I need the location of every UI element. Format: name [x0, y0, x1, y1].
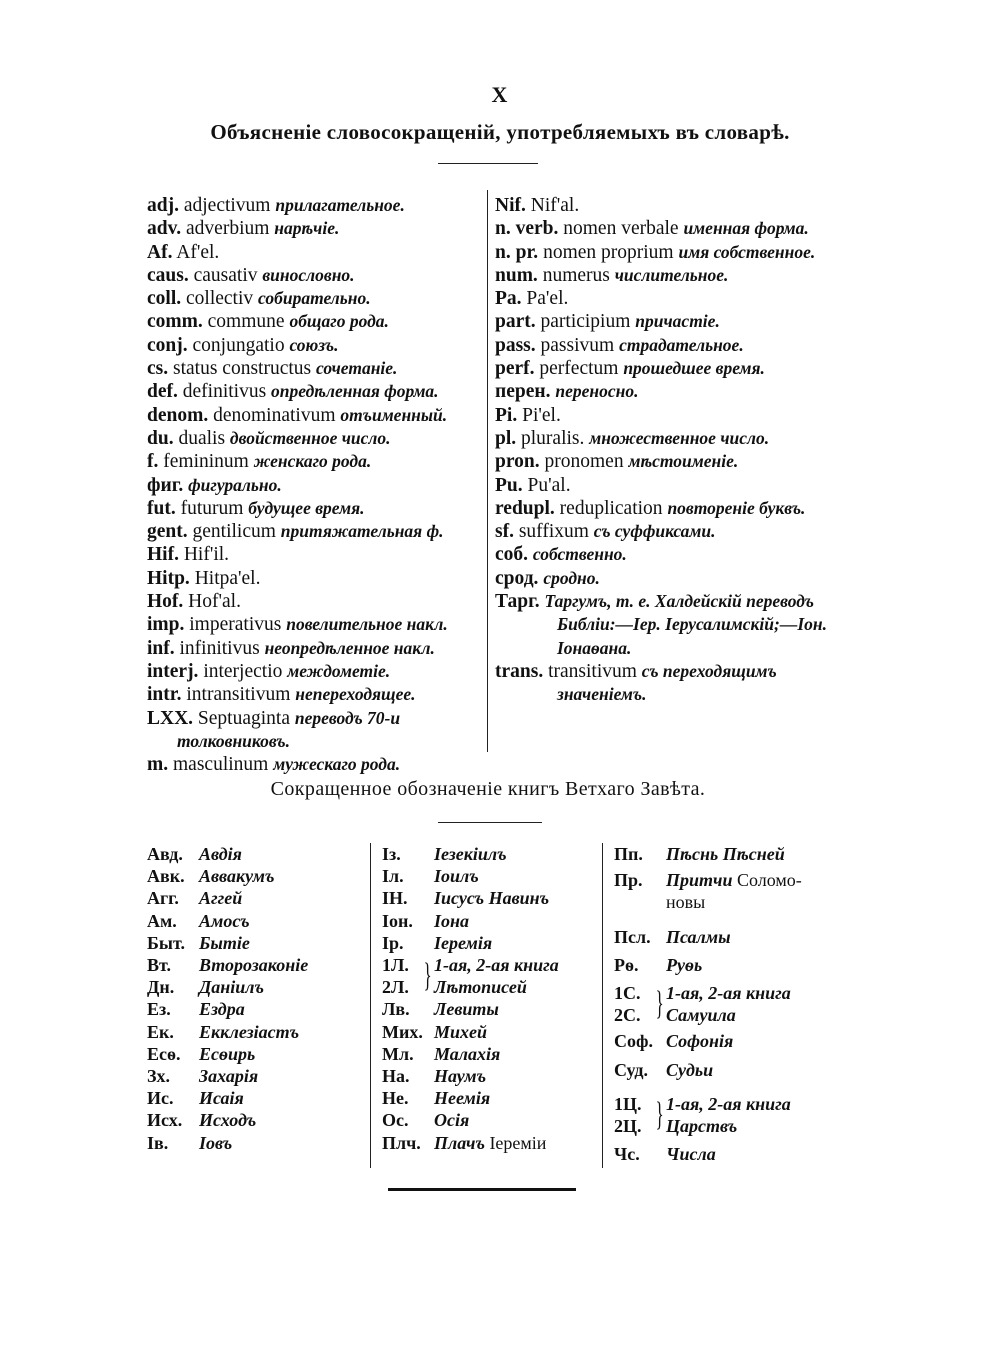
latin-term: nomen verbale [563, 218, 679, 240]
book-name: Михей [434, 1021, 488, 1042]
abbreviation: num. [495, 264, 538, 286]
book-abbr: Авк. [147, 866, 185, 887]
book-abbr: Не. [382, 1088, 409, 1109]
book-entry [614, 1143, 829, 1165]
abbreviation: denom. [147, 404, 209, 426]
book-abbr: Ів. [147, 1132, 169, 1153]
latin-term: imperativus [189, 614, 282, 636]
book-abbr: Рѳ. [614, 954, 639, 975]
latin-term: Af'el. [176, 241, 220, 263]
book-entry [147, 1132, 362, 1154]
latin-term: status constructus [173, 358, 312, 380]
abbreviations-left-column [147, 194, 483, 776]
book-abbr: Ір. [382, 932, 404, 953]
book-entry [147, 932, 362, 954]
abbreviation: Pi. [495, 404, 518, 426]
book-abbr: 1Л. [382, 955, 409, 976]
latin-term: participium [540, 311, 631, 333]
book-name: Даніилъ [199, 977, 265, 998]
abbreviation-entry [495, 497, 833, 520]
abbreviation-entry [147, 264, 483, 287]
book-entry [382, 887, 597, 909]
abbreviation-entry [147, 520, 483, 543]
abbreviation: adj. [147, 195, 179, 216]
abbreviation: Тарг. [495, 591, 540, 613]
abbreviation: redupl. [495, 497, 555, 519]
latin-term: interjectio [203, 660, 283, 682]
brace-symbol: } [655, 1096, 664, 1134]
latin-term: dualis [178, 427, 226, 449]
book-abbr: Іл. [382, 866, 404, 887]
abbreviation: comm. [147, 311, 203, 333]
book-entry [147, 910, 362, 932]
book-entry [147, 887, 362, 909]
abbreviation: перен. [495, 381, 551, 403]
abbreviation-entry [147, 450, 483, 473]
latin-term: pluralis. [521, 427, 585, 449]
abbreviation: n. verb. [495, 218, 559, 240]
book-name: Есѳирь [199, 1043, 256, 1064]
latin-term: adverbium [186, 218, 270, 240]
abbreviation-entry [495, 217, 833, 240]
book-entry [382, 1043, 597, 1065]
book-entry [147, 954, 362, 976]
abbreviation-entry [147, 660, 483, 683]
book-name: Аггей [199, 888, 243, 909]
book-name: Притчи [666, 870, 733, 891]
abbreviation-entry [495, 567, 833, 590]
russian-meaning: повелительное накл. [286, 614, 448, 635]
book-name: 1-ая, 2-ая книга [434, 955, 559, 976]
abbreviations-right-column [495, 194, 833, 707]
book-name: Наумъ [434, 1066, 487, 1087]
book-name-plain: Іереміи [489, 1132, 547, 1153]
book-entry [382, 1021, 597, 1043]
abbreviation: Hif. [147, 544, 179, 566]
abbreviation-entry [147, 567, 483, 590]
book-entry [382, 910, 597, 932]
page-number: X [491, 82, 509, 107]
abbreviation: part. [495, 311, 536, 333]
russian-meaning: имя собственное. [678, 241, 816, 262]
book-entry [382, 1087, 597, 1109]
book-name: Софонія [666, 1031, 734, 1052]
latin-term: Hof'al. [188, 591, 241, 613]
book-name: Іона [434, 910, 469, 931]
latin-term: numerus [542, 264, 610, 286]
abbreviation-entry [147, 474, 483, 497]
latin-term: nomen proprium [543, 241, 674, 263]
abbreviation: conj. [147, 334, 188, 356]
book-name: Исходъ [199, 1110, 257, 1131]
abbreviation-entry [147, 590, 483, 613]
book-entry [614, 954, 829, 976]
abbreviation: Hitp. [147, 567, 190, 589]
latin-term: Pu'al. [527, 474, 571, 496]
latin-term: masculinum [173, 754, 269, 776]
book-entry [147, 1087, 362, 1109]
russian-meaning: непереходящее. [295, 684, 416, 705]
book-name: Іоилъ [434, 866, 479, 887]
abbreviation-entry [147, 707, 483, 754]
book-abbr: 1С. [614, 983, 641, 1004]
abbreviation: n. pr. [495, 241, 539, 263]
book-entry [382, 865, 597, 887]
book-entry [382, 1132, 597, 1154]
latin-term: definitivus [182, 381, 267, 403]
abbreviation-entry [495, 264, 833, 287]
books-pair-kings [614, 1093, 829, 1137]
book-entry [147, 998, 362, 1020]
abbreviation: gent. [147, 521, 188, 543]
abbreviation: pass. [495, 334, 536, 356]
book-name: Екклезіастъ [199, 1021, 300, 1042]
russian-meaning: мужескаго рода. [273, 754, 401, 775]
book-abbr: Мих. [382, 1021, 423, 1042]
book-abbr: 2Ц. [614, 1116, 642, 1137]
brace-symbol: } [423, 957, 432, 995]
abbreviation-entry [147, 380, 483, 403]
book-entry [147, 1043, 362, 1065]
book-abbr: Ез. [147, 999, 171, 1020]
book-abbr: Зх. [147, 1066, 171, 1087]
book-name: Іезекіилъ [434, 844, 507, 864]
book-abbr: Вт. [147, 955, 171, 976]
book-name: Іисусъ Навинъ [434, 888, 550, 909]
book-abbr: 1Ц. [614, 1093, 642, 1114]
russian-meaning: будущее время. [248, 497, 365, 518]
abbreviation-entry [495, 450, 833, 473]
latin-term: transitivum [548, 660, 637, 682]
abbreviation: Pu. [495, 474, 523, 496]
russian-meaning: общаго рода. [289, 311, 389, 332]
latin-term: reduplication [559, 497, 663, 519]
latin-term: intransitivum [186, 684, 291, 706]
book-name: 1-ая, 2-ая книга [666, 1093, 791, 1114]
russian-meaning: Таргумъ, т. е. Халдейскій переводъ Библіи:—Іер. Іерусалимскій;—Іон. Іонаѳана. [544, 591, 827, 658]
russian-meaning: прилагательное. [275, 195, 405, 215]
latin-term: causativ [193, 264, 258, 286]
latin-term: Hitpa'el. [194, 567, 261, 589]
book-abbr: Ос. [382, 1110, 409, 1131]
book-abbr: 2Л. [382, 977, 409, 998]
book-entry [614, 1030, 829, 1052]
book-name: Іовъ [199, 1132, 233, 1153]
book-abbr: Пр. [614, 870, 643, 891]
book-abbr: Агг. [147, 888, 179, 909]
abbreviation: pron. [495, 451, 540, 473]
page-title: Объясненіе словосокращеній, употребляемыхъ въ словарѣ. [210, 120, 790, 144]
abbreviation-entry [147, 357, 483, 380]
book-name: Самуила [666, 1005, 736, 1026]
abbreviation-entry [147, 241, 483, 264]
abbreviation-entry [147, 543, 483, 566]
latin-term: denominativum [213, 404, 336, 426]
abbreviation: adv. [147, 218, 182, 240]
russian-meaning: междометіе. [287, 660, 391, 681]
book-entry [147, 1065, 362, 1087]
abbreviation: cs. [147, 358, 169, 380]
books-column-1 [147, 843, 362, 1154]
abbreviation: caus. [147, 264, 189, 286]
abbreviation-entry [147, 613, 483, 636]
abbreviation-entry [147, 334, 483, 357]
russian-meaning: опредѣленная форма. [271, 381, 439, 402]
book-abbr: Чс. [614, 1144, 640, 1165]
abbreviation: Af. [147, 241, 173, 263]
book-abbr: Ис. [147, 1088, 174, 1109]
russian-meaning: союзъ. [289, 334, 339, 355]
abbreviation: срод. [495, 567, 539, 589]
abbreviation: LXX. [147, 707, 194, 729]
books-pair-samuel [614, 982, 829, 1026]
book-abbr: ІН. [382, 888, 408, 909]
abbreviation: fut. [147, 497, 176, 519]
abbreviation-entry [495, 404, 833, 427]
book-abbr: Псл. [614, 926, 651, 947]
russian-meaning: причастіе. [635, 311, 720, 332]
latin-term: perfectum [539, 358, 619, 380]
book-name: Малахія [434, 1043, 501, 1064]
abbreviation: Hof. [147, 591, 184, 613]
russian-meaning: съ суффиксами. [593, 521, 716, 542]
abbreviation-entry [147, 497, 483, 520]
abbreviation-entry [147, 427, 483, 450]
book-name: Авдія [199, 844, 242, 864]
book-entry [382, 1065, 597, 1087]
latin-term: Nif'al. [530, 195, 580, 216]
books-column-2 [382, 843, 597, 1154]
russian-meaning: фигурально. [188, 474, 282, 495]
book-name: Руѳь [666, 954, 703, 975]
abbreviation: фиг. [147, 474, 184, 496]
abbreviation-entry [147, 404, 483, 427]
book-name-plain: Соломо- [736, 870, 802, 891]
latin-term: futurum [180, 497, 244, 519]
russian-meaning: мѣстоименіе. [628, 451, 739, 472]
abbreviation-entry [495, 474, 833, 497]
russian-meaning: съ переходящимъ значеніемъ. [557, 660, 777, 705]
books-column-3 [614, 843, 829, 1165]
russian-meaning: притяжательная ф. [280, 521, 444, 542]
book-abbr: Лв. [382, 999, 410, 1020]
russian-meaning: нарѣчіе. [274, 218, 340, 239]
abbreviation: inf. [147, 637, 175, 659]
book-entry [614, 869, 829, 913]
book-abbr: 2С. [614, 1005, 641, 1026]
abbreviation-entry [495, 241, 833, 264]
latin-term: infinitivus [179, 637, 260, 659]
book-entry [614, 926, 829, 948]
book-entry [147, 976, 362, 998]
abbreviation-entry [495, 334, 833, 357]
abbreviation: m. [147, 754, 169, 776]
abbreviation: perf. [495, 358, 535, 380]
book-abbr: Есѳ. [147, 1043, 181, 1064]
abbreviation: sf. [495, 521, 514, 543]
latin-term: femininum [163, 451, 249, 473]
book-name: Плачъ [434, 1132, 485, 1153]
book-entry [382, 932, 597, 954]
book-abbr: Дн. [147, 977, 175, 998]
abbreviation-entry [495, 310, 833, 333]
latin-term: suffixum [518, 521, 589, 543]
latin-term: Septuaginta [197, 707, 290, 729]
book-abbr: Пп. [614, 844, 643, 864]
latin-term: conjungatio [192, 334, 285, 356]
book-abbr: Ек. [147, 1021, 174, 1042]
abbreviation: du. [147, 427, 174, 449]
latin-term: adjectivum [183, 195, 271, 216]
latin-term: gentilicum [192, 521, 276, 543]
book-name: Захарія [199, 1066, 259, 1087]
book-name-plain: новы [666, 892, 706, 913]
latin-term: pronomen [544, 451, 624, 473]
russian-meaning: винословно. [262, 264, 355, 285]
section-rule [438, 822, 542, 823]
book-entry [614, 843, 829, 865]
russian-meaning: переносно. [555, 381, 639, 402]
russian-meaning: двойственное число. [229, 427, 391, 448]
abbreviation: Pa. [495, 288, 522, 310]
abbreviation-entry [147, 637, 483, 660]
title-rule [438, 163, 538, 164]
book-abbr: Із. [382, 844, 401, 864]
russian-meaning: страдательное. [619, 334, 744, 355]
abbreviation: trans. [495, 660, 544, 682]
book-abbr: Мл. [382, 1043, 414, 1064]
abbreviation: f. [147, 451, 159, 473]
latin-term: collectiv [186, 288, 254, 310]
bottom-rule [388, 1188, 576, 1191]
books-divider-2 [602, 843, 603, 1168]
abbreviation-entry [495, 287, 833, 310]
russian-meaning: повтореніе буквъ. [667, 497, 806, 518]
book-name: Судьи [666, 1059, 714, 1080]
book-name: Левиты [434, 999, 499, 1020]
book-name: Іеремія [434, 932, 493, 953]
book-name: Ездра [199, 999, 245, 1020]
brace-symbol: } [655, 985, 664, 1023]
book-abbr: Авд. [147, 844, 183, 864]
russian-meaning: прошедшее время. [623, 358, 765, 379]
book-abbr: Быт. [147, 932, 185, 953]
abbreviation: Nif. [495, 195, 526, 216]
book-name: Исаія [199, 1088, 244, 1109]
abbreviation-entry [495, 520, 833, 543]
book-abbr: Суд. [614, 1059, 649, 1080]
book-entry [147, 843, 362, 865]
book-abbr: Плч. [382, 1132, 421, 1153]
abbreviation: imp. [147, 614, 185, 636]
abbreviation-entry [495, 660, 833, 707]
book-abbr: Іон. [382, 910, 413, 931]
abbreviation: intr. [147, 684, 182, 706]
section-title: Сокращенное обозначеніе книгъ Ветхаго Завѣта. [270, 778, 706, 800]
russian-meaning: именная форма. [683, 218, 809, 239]
abbreviation-entry [495, 543, 833, 566]
book-entry [614, 1059, 829, 1081]
book-abbr: Ам. [147, 910, 177, 931]
book-name: Неемія [434, 1088, 491, 1109]
russian-meaning: числительное. [614, 264, 729, 285]
book-entry [382, 1109, 597, 1131]
book-entry [147, 1109, 362, 1131]
abbreviation: соб. [495, 544, 529, 566]
abbreviation-entry [147, 194, 483, 217]
abbreviation-entry [495, 590, 833, 660]
book-name: Бытіе [199, 932, 250, 953]
column-divider [487, 190, 488, 752]
russian-meaning: сродно. [543, 567, 600, 588]
book-name: Амосъ [199, 910, 250, 931]
books-pair-chronicles [382, 954, 597, 998]
abbreviation-entry [495, 427, 833, 450]
abbreviation-entry [495, 380, 833, 403]
books-divider-1 [370, 843, 371, 1168]
book-abbr: На. [382, 1066, 410, 1087]
book-name: 1-ая, 2-ая книга [666, 983, 791, 1004]
book-entry [147, 1021, 362, 1043]
abbreviation: def. [147, 381, 178, 403]
latin-term: commune [207, 311, 285, 333]
abbreviation: interj. [147, 660, 199, 682]
abbreviation-entry [147, 753, 483, 776]
abbreviation-entry [495, 357, 833, 380]
book-entry [382, 998, 597, 1020]
book-name: Пѣснь Пѣсней [666, 844, 785, 864]
abbreviation-entry [147, 287, 483, 310]
russian-meaning: собирательно. [258, 288, 371, 309]
abbreviation-entry [495, 194, 833, 217]
abbreviation-entry [147, 310, 483, 333]
russian-meaning: сочетаніе. [315, 358, 398, 379]
book-abbr: Исх. [147, 1110, 183, 1131]
book-abbr: Соф. [614, 1031, 653, 1052]
latin-term: Pi'el. [522, 404, 561, 426]
book-entry [382, 843, 597, 865]
russian-meaning: отъименный. [340, 404, 448, 425]
abbreviation-entry [147, 683, 483, 706]
latin-term: Hif'il. [183, 544, 230, 566]
book-name: Числа [666, 1144, 716, 1165]
abbreviation-entry [147, 217, 483, 240]
russian-meaning: женскаго рода. [253, 451, 372, 472]
russian-meaning: собственно. [532, 544, 627, 565]
russian-meaning: множественное число. [589, 427, 770, 448]
book-name: Осія [434, 1110, 470, 1131]
abbreviation: pl. [495, 427, 517, 449]
latin-term: Pa'el. [526, 288, 569, 310]
latin-term: passivum [540, 334, 615, 356]
book-name: Псалмы [666, 926, 731, 947]
book-name: Аввакумъ [199, 866, 275, 887]
book-name: Лѣтописей [434, 977, 527, 998]
book-name: Второзаконіе [199, 955, 309, 976]
book-name: Царствъ [666, 1116, 738, 1137]
abbreviation: coll. [147, 288, 182, 310]
russian-meaning: неопредѣленное накл. [264, 637, 435, 658]
russian-meaning: переводъ 70-и толковниковъ. [177, 707, 401, 751]
book-entry [147, 865, 362, 887]
